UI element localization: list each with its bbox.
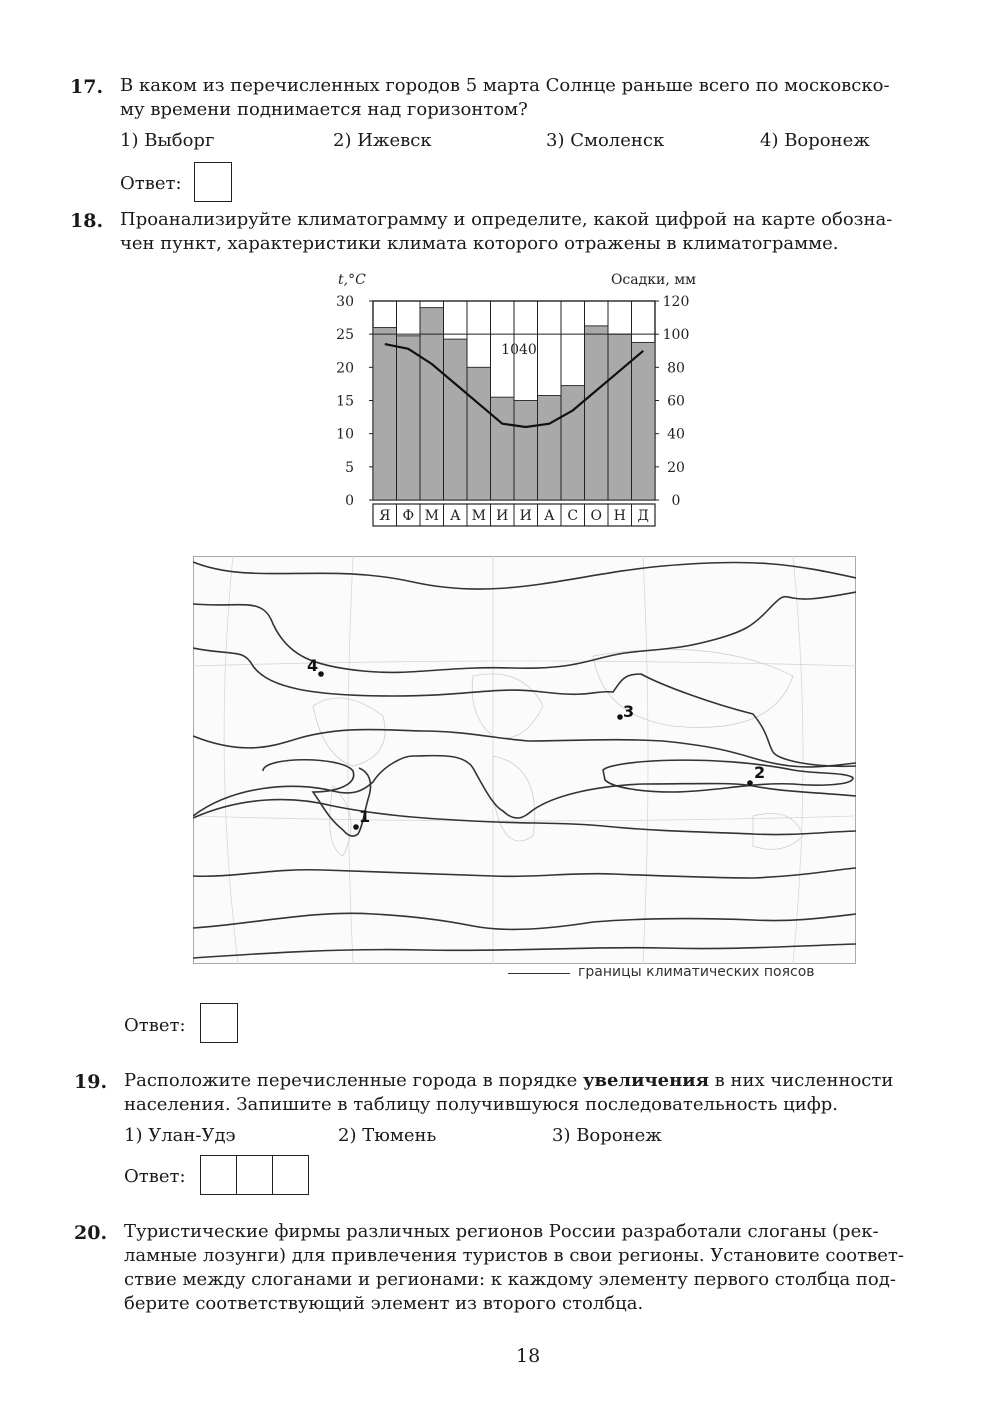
answer-label: Ответ: (124, 1166, 186, 1187)
precip-bar (491, 397, 515, 500)
month-label: А (449, 508, 461, 524)
month-label: А (543, 508, 555, 524)
question-text-line: му времени поднимается над горизонтом? (120, 99, 528, 120)
right-tick-label: 0 (671, 493, 681, 509)
option-4: 4) Воронеж (760, 130, 870, 151)
option-3: 3) Смоленск (546, 130, 665, 151)
page-number: 18 (516, 1345, 541, 1367)
left-tick-label: 25 (336, 327, 354, 344)
left-tick-label: 20 (336, 360, 354, 377)
month-label: О (590, 508, 602, 524)
month-label: Н (613, 508, 626, 524)
precip-bar (397, 336, 421, 500)
question-text-line: берите соответствующий элемент из второго столбца. (124, 1293, 644, 1314)
left-axis-label: t,°C (338, 272, 366, 288)
left-tick-label: 5 (345, 459, 354, 476)
option-3: 3) Воронеж (552, 1125, 662, 1146)
map-legend-text: границы климатических поясов (578, 964, 815, 980)
month-label: М (424, 508, 439, 524)
legend-line-sample (508, 973, 570, 974)
question-text-line: Проанализируйте климатограмму и определите, какой цифрой на карте обозна- (120, 209, 893, 230)
right-tick-label: 100 (662, 327, 690, 344)
text-emphasis: увеличения (582, 1070, 709, 1091)
right-axis-label: Осадки, мм (610, 272, 696, 288)
month-label: Ф (402, 508, 415, 524)
question-number: 19. (74, 1071, 108, 1093)
left-tick-label: 30 (336, 294, 354, 310)
right-tick-label: 60 (667, 393, 685, 410)
month-label: Я (379, 508, 391, 524)
climatogram-chart (320, 264, 710, 534)
svg-text:1: 1 (359, 807, 371, 826)
precip-bar (585, 326, 609, 500)
answer-box[interactable] (194, 162, 232, 202)
answer-cell-2[interactable] (236, 1155, 273, 1195)
question-text-line: ствие между слоганами и регионами: к каждому элементу первого столбца под- (124, 1269, 896, 1290)
precip-bar (420, 308, 444, 500)
right-tick-label: 80 (667, 360, 685, 377)
month-label: И (519, 508, 532, 524)
precip-bar (444, 339, 468, 500)
annual-precipitation-label: 1040 (501, 342, 537, 359)
month-label: М (471, 508, 486, 524)
svg-text:4: 4 (307, 656, 319, 675)
precip-bar (514, 401, 538, 501)
svg-text:2: 2 (754, 763, 766, 782)
precip-bar (538, 396, 562, 500)
month-label: Д (637, 508, 649, 524)
answer-box[interactable] (200, 1003, 238, 1043)
question-number: 18. (70, 210, 104, 232)
svg-text:3: 3 (623, 702, 635, 721)
answer-label: Ответ: (120, 173, 182, 194)
answer-label: Ответ: (124, 1015, 186, 1036)
right-tick-label: 120 (662, 294, 690, 310)
right-tick-label: 40 (667, 426, 685, 443)
question-text-line: чен пункт, характеристики климата которого отражены в климатограмме. (120, 233, 839, 254)
world-map (193, 556, 856, 966)
precip-bar (608, 334, 632, 500)
question-number: 17. (70, 76, 104, 98)
month-label: С (567, 508, 579, 524)
option-2: 2) Тюмень (338, 1125, 437, 1146)
answer-cell-1[interactable] (200, 1155, 237, 1195)
precip-bar (373, 328, 397, 500)
question-text-line (124, 1069, 974, 1093)
left-tick-label: 15 (336, 393, 354, 410)
question-text-line: В каком из перечисленных городов 5 марта Солнце раньше всего по московско- (120, 75, 890, 96)
answer-cell-3[interactable] (272, 1155, 309, 1195)
precip-bar (632, 342, 656, 500)
left-tick-label: 10 (336, 426, 354, 443)
right-tick-label: 20 (667, 459, 685, 476)
text-segment: в них численности (708, 1070, 894, 1091)
question-text-line: ламные лозунги) для привлечения туристов в свои регионы. Установите соответ- (124, 1245, 904, 1266)
option-1: 1) Улан-Удэ (124, 1125, 236, 1146)
text-segment: Расположите перечисленные города в порядке (124, 1070, 583, 1091)
question-text-line: населения. Запишите в таблицу получившуюся последовательность цифр. (124, 1094, 839, 1115)
option-1: 1) Выборг (120, 130, 215, 151)
question-number: 20. (74, 1222, 108, 1244)
question-text-line: Туристические фирмы различных регионов России разработали слоганы (рек- (124, 1221, 879, 1242)
month-label: И (496, 508, 509, 524)
precip-bar (467, 367, 491, 500)
left-tick-label: 0 (345, 493, 354, 509)
option-2: 2) Ижевск (333, 130, 432, 151)
